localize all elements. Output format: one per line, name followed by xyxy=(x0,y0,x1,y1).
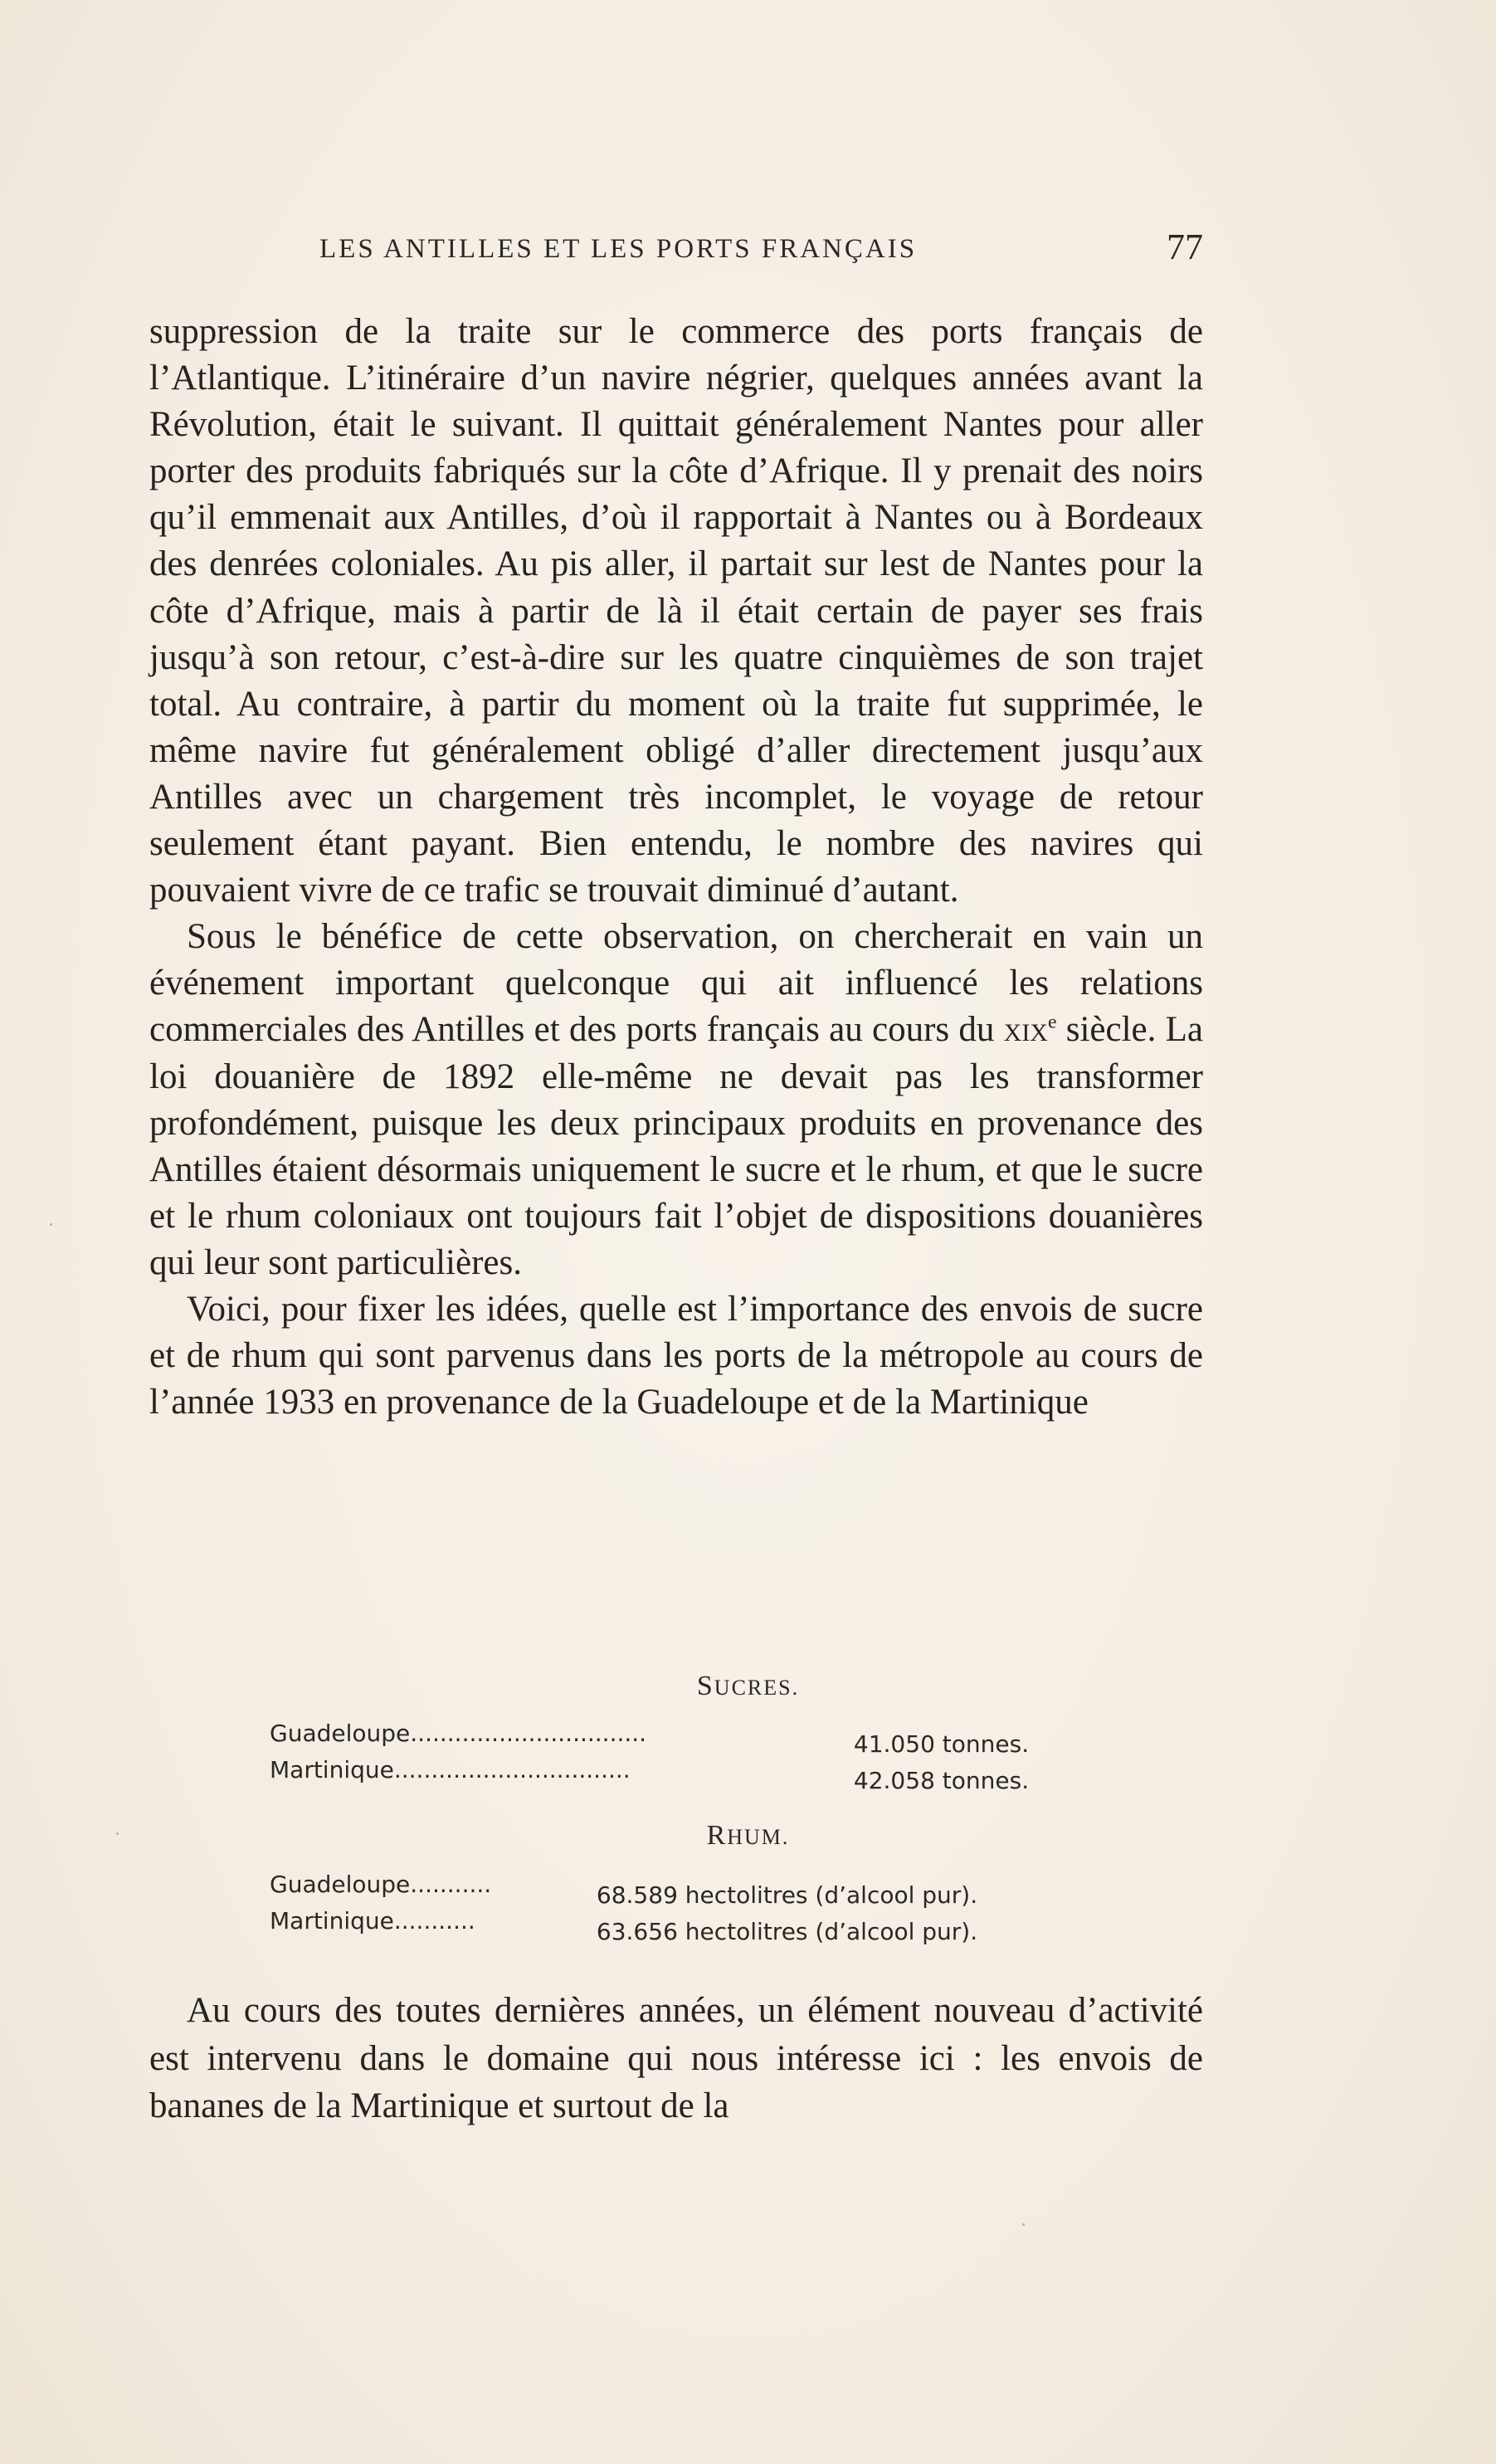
sucres-heading xyxy=(0,1671,1496,1702)
row-value: 63.656 hectolitres (d’alcool pur). xyxy=(596,1918,978,1945)
dot-leader: ................................ xyxy=(410,1720,647,1747)
paragraph-observation xyxy=(149,914,1203,1286)
table-row xyxy=(270,1752,1030,1794)
table-row xyxy=(270,1903,978,1945)
rhum-heading-rest: HUM. xyxy=(727,1825,790,1849)
dot-leader: ........... xyxy=(393,1907,475,1935)
row-label-and-leader xyxy=(270,1903,589,1939)
paper-speck xyxy=(50,1223,52,1226)
row-value: 42.058 tonnes. xyxy=(853,1767,1030,1794)
rhum-heading xyxy=(0,1820,1496,1852)
rhum-table xyxy=(270,1866,978,1945)
table-row xyxy=(270,1715,1030,1758)
row-value: 41.050 tonnes. xyxy=(853,1730,1030,1758)
century-roman-numeral: xix xyxy=(1003,1010,1048,1050)
page-header xyxy=(149,226,1203,276)
closing-text xyxy=(149,1987,1203,2130)
row-label: Martinique xyxy=(270,1907,394,1935)
dot-leader: ................................ xyxy=(393,1756,631,1783)
page-number: 77 xyxy=(1167,227,1203,267)
paragraph-continued: suppression de la traite sur le commerce des ports français de l’Atlantique. L’itinéraire d’un navire négrier, quelques années avant la Révolution, était le suivant. Il quittait généralement Nantes pour aller porter des produits fabriqués sur la côte d’Afrique. Il y prenait des noirs qu’il emmenait aux Antilles, d’où il rapportait à Nantes ou à Bordeaux des denrées coloniales. Au pis aller, il partait sur lest de Nantes pour la côte d’Afrique, mais à partir de là il était certain de payer ses frais jusqu’à son retour, c’est-à-dire sur les quatre cinquièmes de son trajet total. Au contraire, à partir du moment où la traite fut supprimée, le même navire fut généralement obligé d’aller directement jusqu’aux Antilles avec un chargement très incomplet, le voyage de retour seulement étant payant. Bien entendu, le nombre des navires qui pouvaient vivre de ce trafic se trouvait diminué d’autant. xyxy=(149,312,1203,910)
paragraph-observation-start: Sous le bénéfice de cette observation, on chercherait en vain un événement important quelconque qui ait influencé les relations commerciales des Antilles et des ports français au cours du xyxy=(149,917,1203,1050)
running-head: LES ANTILLES ET LES PORTS FRANÇAIS xyxy=(319,234,918,264)
row-label: Guadeloupe xyxy=(270,1720,411,1747)
century-superscript: e xyxy=(1047,1012,1057,1034)
paper-speck xyxy=(116,1832,119,1835)
paper-speck xyxy=(1022,2223,1025,2226)
sucres-heading-rest: UCRES. xyxy=(714,1676,800,1700)
dot-leader: ........... xyxy=(410,1871,492,1898)
table-row xyxy=(270,1866,978,1909)
row-label-and-leader xyxy=(270,1752,846,1788)
sucres-heading-initial: S xyxy=(696,1671,714,1701)
rhum-heading-initial: R xyxy=(706,1820,728,1851)
row-label: Guadeloupe xyxy=(270,1871,411,1898)
row-value: 68.589 hectolitres (d’alcool pur). xyxy=(596,1881,978,1909)
row-label-and-leader xyxy=(270,1866,589,1903)
row-label-and-leader xyxy=(270,1715,846,1752)
paragraph-observation-end: siècle. La loi douanière de 1892 elle-même ne devait pas les transformer profondément, puisque les deux principaux produits en provenance des Antilles étaient désormais uniquement le sucre et le rhum, et que le sucre et le rhum coloniaux ont toujours fait l’objet de dispositions douanières qui leur sont particulières. xyxy=(149,1010,1203,1282)
row-label: Martinique xyxy=(270,1756,394,1783)
paragraph-bananas: Au cours des toutes dernières années, un élément nouveau d’activité est intervenu dans le domaine qui nous intéresse ici : les envois de bananes de la Martinique et surtout de la xyxy=(149,1991,1203,2125)
main-text xyxy=(149,309,1203,1426)
paragraph-introduction-to-table: Voici, pour fixer les idées, quelle est l’importance des envois de sucre et de rhum qui sont parvenus dans les ports de la métropole au cours de l’année 1933 en provenance de la Guadeloupe et de la Martinique xyxy=(149,1289,1203,1422)
sucres-table xyxy=(270,1715,1030,1794)
